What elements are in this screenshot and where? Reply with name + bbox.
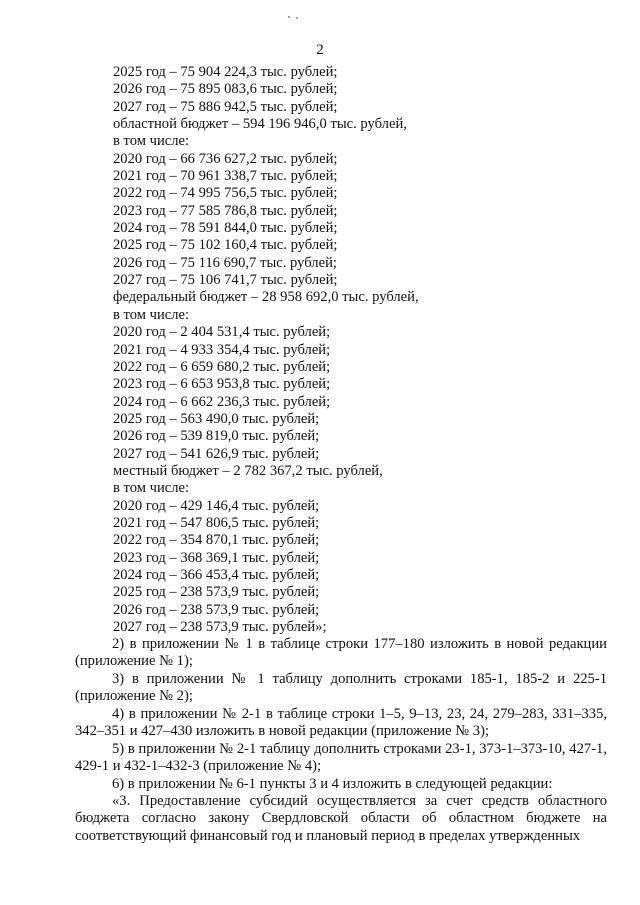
list-item: федеральный бюджет – 28 958 692,0 тыс. рублей,	[113, 289, 419, 306]
list-item: 2026 год – 238 573,9 тыс. рублей;	[113, 601, 320, 618]
list-item: 2022 год – 74 995 756,5 тыс. рублей;	[113, 185, 338, 202]
amendment-paragraph: 4) в приложении № 2-1 в таблице строки 1–5, 9–13, 23, 24, 279–283, 331–335, 342–351 и 427–430 изложить в новой редакции (приложение № 3);	[75, 706, 607, 740]
list-item: 2020 год – 66 736 627,2 тыс. рублей;	[113, 150, 338, 167]
list-item: 2021 год – 70 961 338,7 тыс. рублей;	[113, 168, 338, 185]
list-item: 2027 год – 75 106 741,7 тыс. рублей;	[113, 272, 338, 289]
list-item: 2024 год – 6 662 236,3 тыс. рублей;	[113, 393, 331, 410]
scan-speck	[288, 16, 290, 18]
scan-speck	[296, 17, 298, 19]
budget-list	[113, 64, 419, 636]
amendment-paragraph: 2) в приложении № 1 в таблице строки 177–180 изложить в новой редакции (приложение № 1);	[75, 636, 607, 670]
list-item: 2027 год – 75 886 942,5 тыс. рублей;	[113, 98, 338, 115]
list-item: 2023 год – 77 585 786,8 тыс. рублей;	[113, 202, 338, 219]
list-item: 2023 год – 368 369,1 тыс. рублей;	[113, 549, 320, 566]
list-item: 2026 год – 75 116 690,7 тыс. рублей;	[113, 254, 337, 271]
list-item: 2025 год – 75 904 224,3 тыс. рублей;	[113, 64, 338, 80]
list-item: 2021 год – 547 806,5 тыс. рублей;	[113, 514, 320, 531]
list-item: 2025 год – 563 490,0 тыс. рублей;	[113, 410, 320, 427]
list-item: 2027 год – 238 573,9 тыс. рублей»;	[113, 619, 327, 635]
list-item: 2024 год – 366 453,4 тыс. рублей;	[113, 566, 320, 583]
list-item: в том числе:	[113, 306, 190, 323]
list-item: 2024 год – 78 591 844,0 тыс. рублей;	[113, 220, 338, 237]
amendment-paragraph: «3. Предоставление субсидий осуществляется за счет средств областного бюджета согласно закону Свердловской области об областном бюджете на соответствующий финансовый год и плановый период в пределах утвержденных	[75, 793, 607, 844]
list-item: в том числе:	[113, 133, 190, 150]
list-item: 2021 год – 4 933 354,4 тыс. рублей;	[113, 341, 331, 358]
amendment-paragraph: 5) в приложении № 2-1 таблицу дополнить строками 23-1, 373-1–373-10, 427-1, 429-1 и 432-1–432-3 (приложение № 4);	[75, 741, 607, 775]
amendment-paragraph: 3) в приложении № 1 таблицу дополнить строками 185-1, 185-2 и 225-1 (приложение № 2);	[75, 671, 607, 705]
list-item: 2020 год – 429 146,4 тыс. рублей;	[113, 497, 320, 514]
list-item: областной бюджет – 594 196 946,0 тыс. рублей,	[113, 116, 407, 133]
list-item: местный бюджет – 2 782 367,2 тыс. рублей,	[113, 462, 383, 479]
list-item: 2023 год – 6 653 953,8 тыс. рублей;	[113, 376, 331, 393]
list-item: 2026 год – 75 895 083,6 тыс. рублей;	[113, 81, 338, 98]
list-item: 2027 год – 541 626,9 тыс. рублей;	[113, 445, 320, 462]
list-item: 2022 год – 354 870,1 тыс. рублей;	[113, 532, 320, 549]
list-item: в том числе:	[113, 480, 190, 497]
amendment-paragraph: 6) в приложении № 6-1 пункты 3 и 4 изложить в следующей редакции:	[112, 776, 553, 792]
list-item: 2025 год – 238 573,9 тыс. рублей;	[113, 584, 320, 601]
list-item: 2020 год – 2 404 531,4 тыс. рублей;	[113, 324, 331, 341]
list-item: 2026 год – 539 819,0 тыс. рублей;	[113, 428, 320, 445]
page-number: 2	[316, 42, 324, 58]
list-item: 2022 год – 6 659 680,2 тыс. рублей;	[113, 358, 331, 375]
list-item: 2025 год – 75 102 160,4 тыс. рублей;	[113, 237, 338, 254]
